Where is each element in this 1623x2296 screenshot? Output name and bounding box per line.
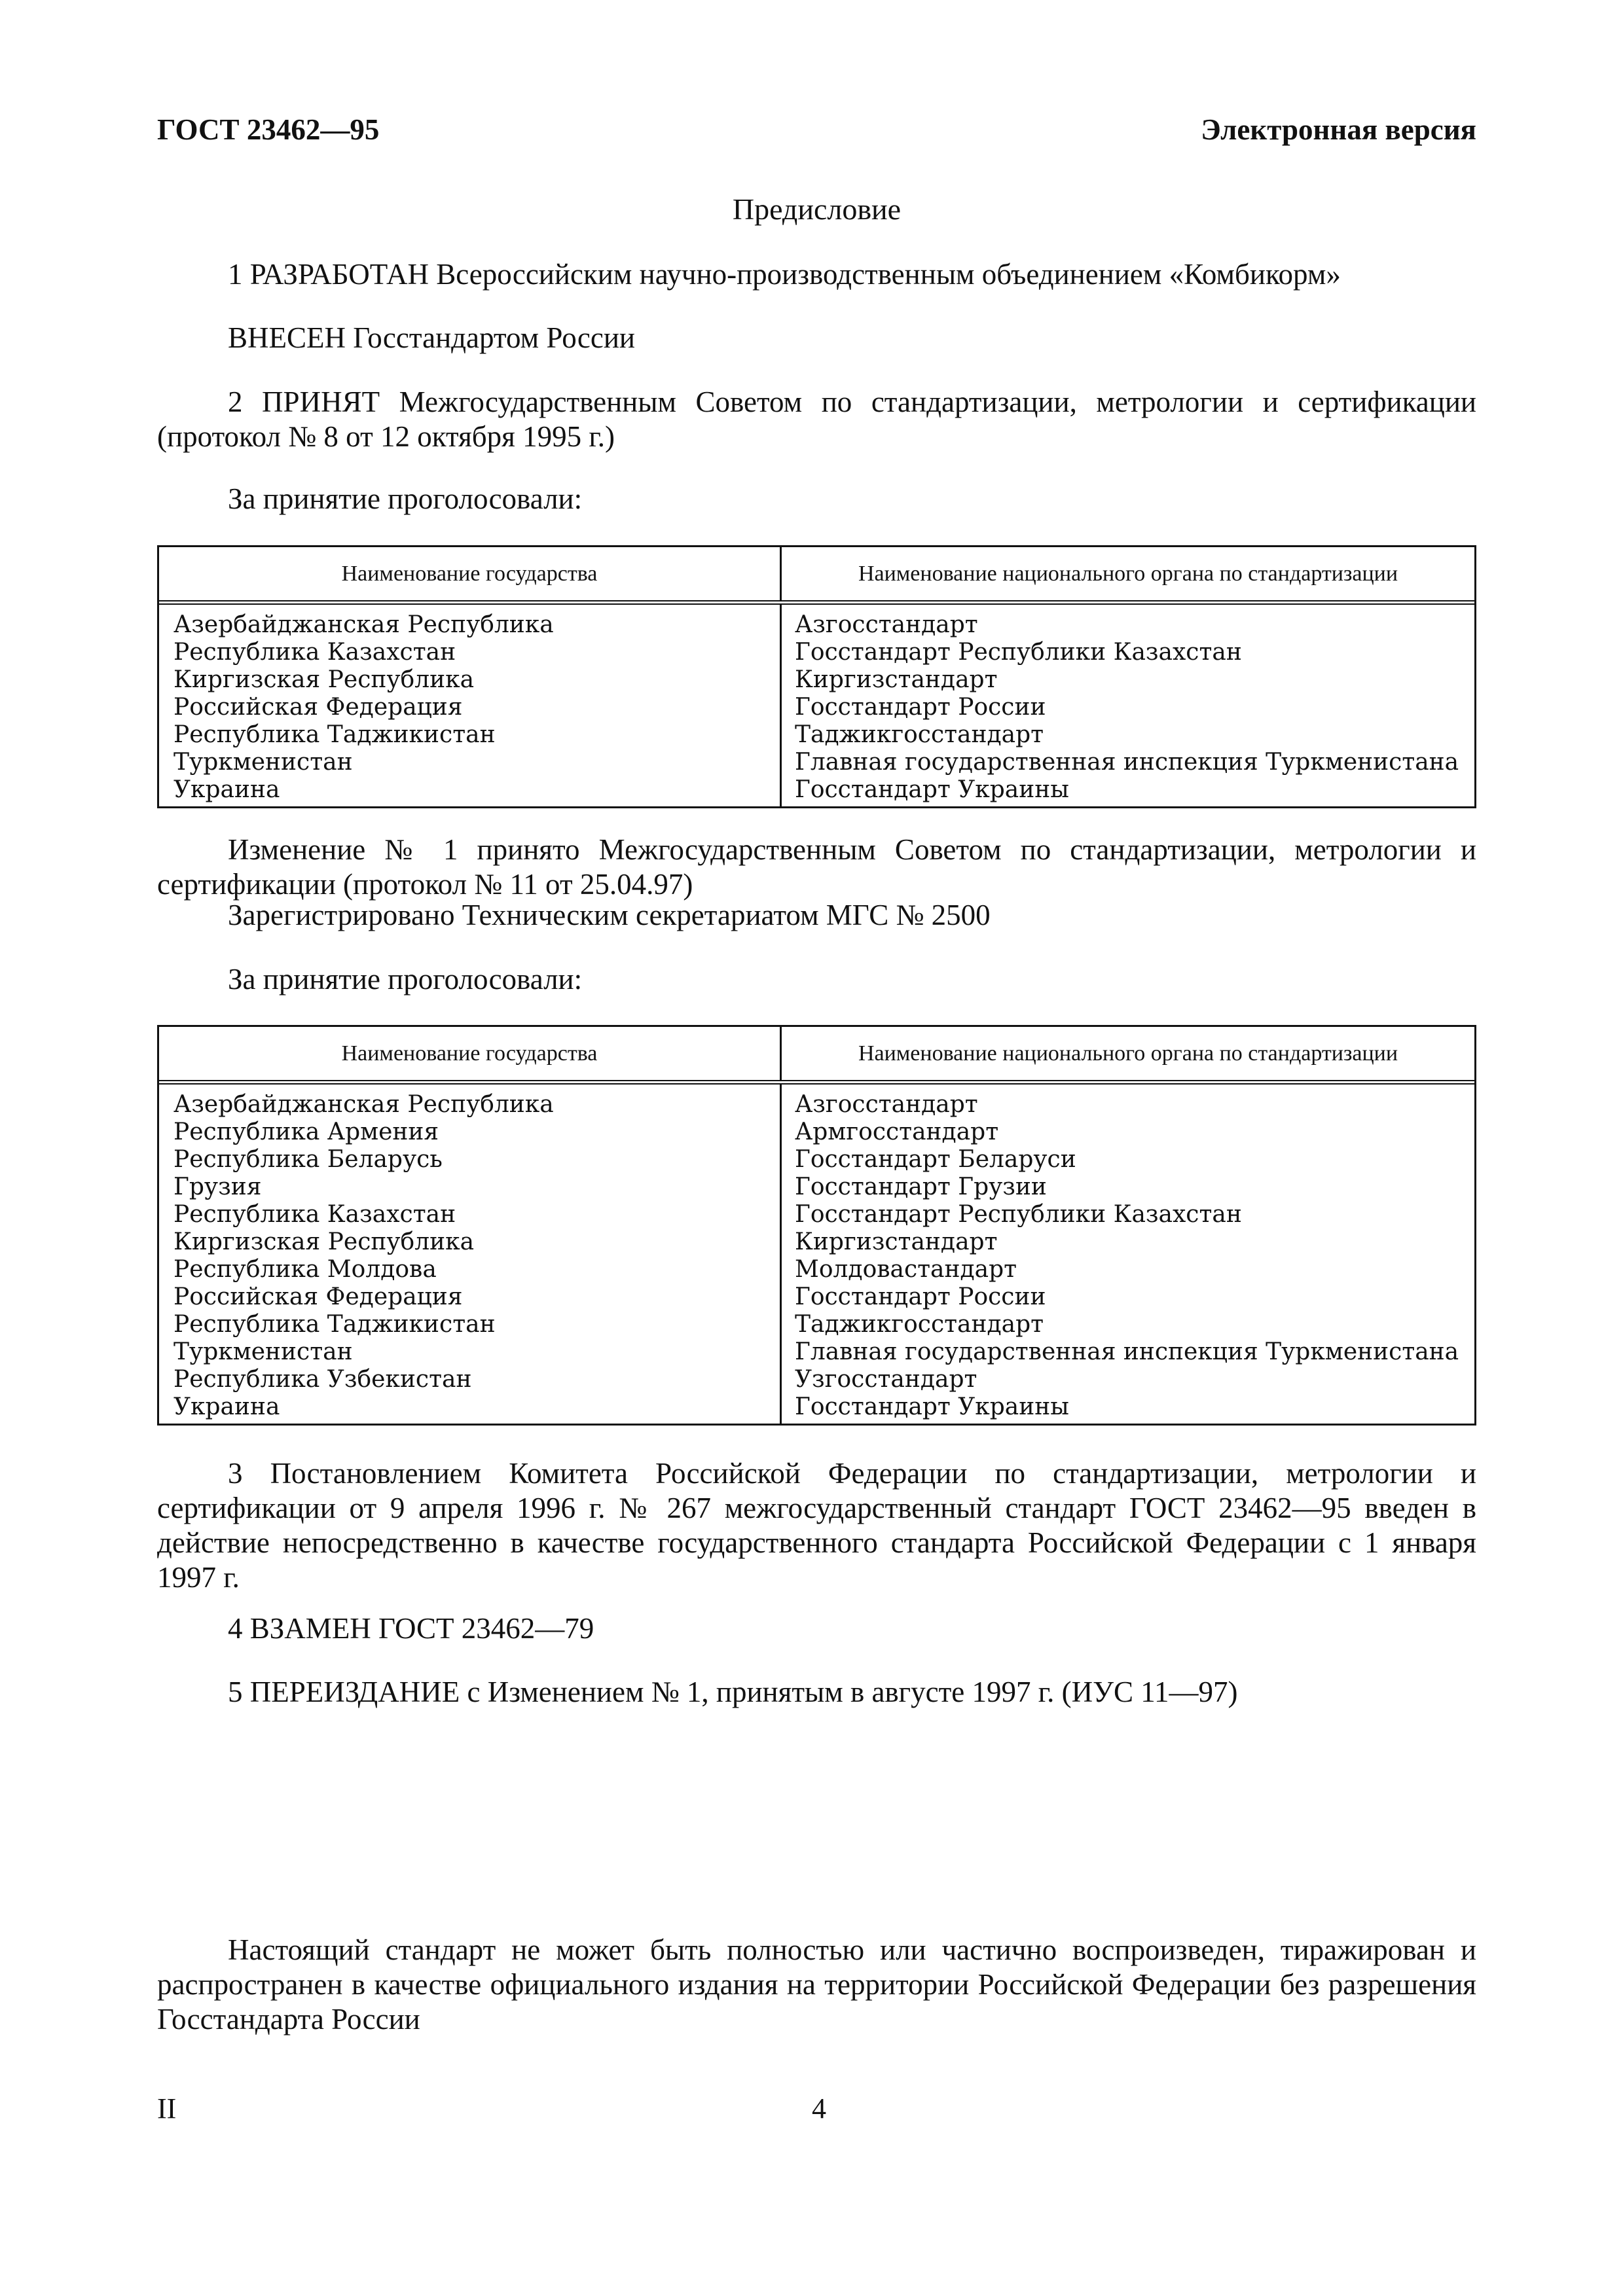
bodies-column <box>782 1085 1474 1424</box>
table-cell: Киргизская Республика <box>173 666 475 693</box>
table-cell: Главная государственная инспекция Туркменистана <box>795 1338 1459 1365</box>
table-body <box>159 605 1474 806</box>
table-header <box>159 547 1474 605</box>
table-cell: Киргизская Республика <box>173 1229 475 1255</box>
table-cell: Российская Федерация <box>173 694 463 721</box>
table-cell: Киргизстандарт <box>795 666 998 693</box>
para-introduced: ВНЕСЕН Госстандартом России <box>228 321 636 354</box>
table-cell: Грузия <box>173 1174 262 1200</box>
table-cell: Туркменистан <box>173 749 353 776</box>
header-state: Наименование государства <box>159 547 782 600</box>
table-cell: Госстандарт Беларуси <box>795 1146 1076 1173</box>
para-reissue: 5 ПЕРЕИЗДАНИЕ с Изменением № 1, принятым в августе 1997 г. (ИУС 11—97) <box>228 1676 1238 1708</box>
table-cell: Азгосстандарт <box>795 611 978 638</box>
table-header <box>159 1027 1474 1085</box>
table-cell: Республика Таджикистан <box>173 1311 496 1338</box>
table-body <box>159 1085 1474 1424</box>
page-number: 4 <box>812 2092 826 2125</box>
header-body: Наименование национального органа по стандартизации <box>858 561 1398 586</box>
table-cell: Главная государственная инспекция Туркменистана <box>795 749 1459 776</box>
table-cell: Азгосстандарт <box>795 1091 978 1118</box>
states-column <box>159 1085 782 1424</box>
table-cell: Республика Таджикистан <box>173 721 496 748</box>
header-body: Наименование национального органа по стандартизации <box>858 1041 1398 1066</box>
table-cell: Республика Армения <box>173 1119 439 1145</box>
voting-table-1 <box>157 545 1476 808</box>
table-cell: Таджикгосстандарт <box>795 1311 1044 1338</box>
para-voted-2: За принятие проголосовали: <box>228 963 583 996</box>
table-cell: Госстандарт Украины <box>795 1393 1069 1420</box>
header-state: Наименование государства <box>159 1027 782 1080</box>
table-cell: Украина <box>173 776 280 803</box>
states-column <box>159 605 782 806</box>
table-cell: Украина <box>173 1393 280 1420</box>
voting-table-2 <box>157 1025 1476 1426</box>
table-cell: Госстандарт России <box>795 694 1046 721</box>
para-resolution: 3 Постановлением Комитета Российской Федерации по стандартизации, метрологии и сертификации от 9 апреля 1996 г. № 267 межгосударственный стандарт ГОСТ 23462—95 введен в действие непосредственно в качестве государственного стандарта Российской Федерации с 1 января 1997 г. <box>157 1457 1476 1594</box>
para-developed: 1 РАЗРАБОТАН Всероссийским научно-производственным объединением «Комбикорм» <box>228 258 1341 291</box>
table-cell: Азербайджанская Республика <box>173 611 554 638</box>
table-cell: Российская Федерация <box>173 1283 463 1310</box>
table-cell: Госстандарт Республики Казахстан <box>795 1201 1242 1228</box>
table-cell: Республика Беларусь <box>173 1146 443 1173</box>
doc-code-header: ГОСТ 23462—95 <box>157 113 380 146</box>
table-cell: Республика Молдова <box>173 1256 437 1283</box>
page-title: Предисловие <box>732 192 902 226</box>
table-cell: Азербайджанская Республика <box>173 1091 554 1118</box>
para-replaces: 4 ВЗАМЕН ГОСТ 23462—79 <box>228 1612 594 1645</box>
table-cell: Молдовастандарт <box>795 1256 1017 1283</box>
table-cell: Узгосстандарт <box>795 1366 977 1393</box>
table-cell: Киргизстандарт <box>795 1229 998 1255</box>
table-cell: Республика Узбекистан <box>173 1366 472 1393</box>
table-cell: Армгосстандарт <box>795 1119 999 1145</box>
table-cell: Республика Казахстан <box>173 1201 456 1228</box>
para-amendment: Изменение № 1 принято Межгосударственным Советом по стандартизации, метрологии и сертификации (протокол № 11 от 25.04.97) <box>157 833 1476 901</box>
para-registered: Зарегистрировано Техническим секретариатом МГС № 2500 <box>228 899 991 931</box>
para-adopted: 2 ПРИНЯТ Межгосударственным Советом по стандартизации, метрологии и сертификации (протокол № 8 от 12 октября 1995 г.) <box>157 386 1476 453</box>
electronic-version-label: Электронная версия <box>1201 113 1476 146</box>
table-cell: Госстандарт Республики Казахстан <box>795 639 1242 666</box>
table-cell: Таджикгосстандарт <box>795 721 1044 748</box>
para-copyright: Настоящий стандарт не может быть полностью или частично воспроизведен, тиражирован и распространен в качестве официального издания на территории Российской Федерации без разрешения Госстандарта России <box>157 1933 1476 2036</box>
bodies-column <box>782 605 1474 806</box>
table-cell: Госстандарт Грузии <box>795 1174 1047 1200</box>
table-cell: Туркменистан <box>173 1338 353 1365</box>
para-voted-1: За принятие проголосовали: <box>228 482 583 515</box>
table-cell: Госстандарт России <box>795 1283 1046 1310</box>
table-cell: Госстандарт Украины <box>795 776 1069 803</box>
table-cell: Республика Казахстан <box>173 639 456 666</box>
page-roman-number: II <box>157 2092 177 2125</box>
